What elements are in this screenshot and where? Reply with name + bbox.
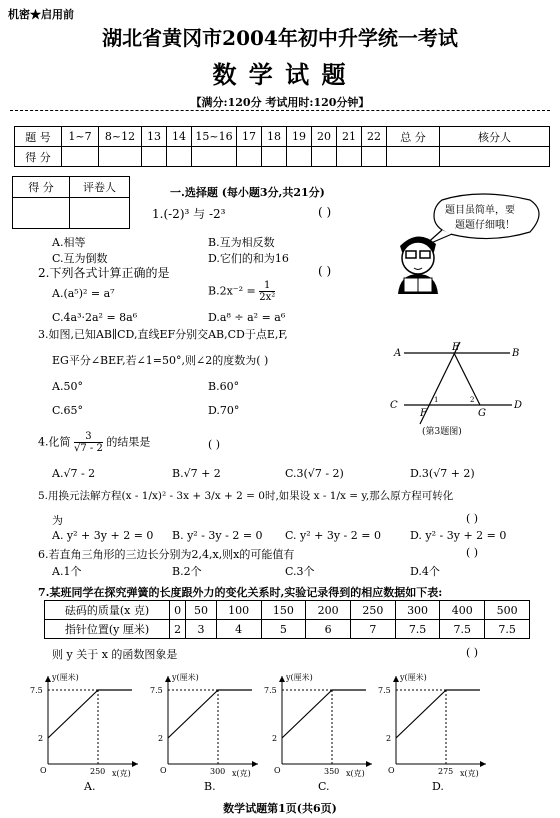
q5-option-a: A. y² + 3y + 2 = 0 (52, 529, 154, 542)
q7-stem: 7.某班同学在探究弹簧的长度跟外力的变化关系时,实验记录得到的相应数据如下表: (38, 586, 443, 599)
graph-option-label: D. (432, 780, 444, 793)
x-tick: 275 (438, 767, 454, 776)
q4-stem (38, 431, 150, 454)
score-cell: 总 分 (387, 127, 440, 147)
x-axis-label: x(克) (232, 769, 251, 778)
y-axis-arrow (393, 676, 399, 682)
q6-option-c: C.3个 (285, 565, 315, 578)
q1-option-d: D.它们的和为16 (208, 252, 289, 265)
x-axis-arrow (252, 761, 258, 767)
q7-row-label: 砝码的质量(x 克) (45, 601, 170, 620)
origin-label: O (388, 766, 395, 775)
q2-option-d: D.a⁸ ÷ a² = a⁶ (208, 311, 286, 324)
q5-option-b: B. y² - 3y - 2 = 0 (172, 529, 263, 542)
q7-row-label: 指针位置(y 厘米) (45, 620, 170, 639)
y-axis-label: y(厘米) (286, 673, 313, 682)
y-tick-top: 7.5 (264, 686, 277, 695)
y-axis-label: y(厘米) (172, 673, 199, 682)
label-f: F (420, 408, 427, 419)
score-cell: 8~12 (99, 127, 142, 147)
graph-option-2 (148, 668, 268, 796)
y-tick-low: 2 (386, 734, 392, 743)
x-axis-arrow (480, 761, 486, 767)
bubble-line-1: 题目虽简单，要 (445, 205, 515, 216)
score-table-input-row (15, 147, 550, 167)
q6-option-d: D.4个 (410, 565, 440, 578)
section-title-text: 一.选择题 (170, 186, 218, 199)
score-input-cell[interactable] (387, 147, 440, 167)
score-cell: 17 (237, 127, 262, 147)
graph-option-1 (28, 668, 148, 796)
q3-option-a: A.50° (52, 380, 83, 393)
section-title (170, 184, 325, 200)
q7-cell: 250 (350, 601, 395, 620)
q7-row-mass (45, 601, 530, 620)
x-axis-label: x(克) (460, 769, 479, 778)
section-note: (每小题3分,共21分) (221, 186, 325, 199)
fraction-numerator: 3 (74, 431, 103, 443)
fraction-numerator: 1 (259, 280, 275, 292)
y-tick-top: 7.5 (378, 686, 391, 695)
score-cell: 15~16 (192, 127, 237, 147)
label-d: D (514, 400, 523, 411)
grader-name-cell[interactable] (70, 198, 130, 229)
q5-line-2: 为 (52, 514, 63, 527)
graph-option-3 (262, 668, 382, 796)
exam-info: 【满分:120分 考试用时:120分钟】 (190, 96, 370, 109)
q3-line-1: 3.如图,已知AB∥CD,直线EF分别交AB,CD于点E,F, (38, 328, 288, 341)
bubble-line-2: 题题仔细哦！ (455, 220, 515, 231)
origin-label: O (160, 766, 167, 775)
score-input-cell[interactable] (362, 147, 387, 167)
q2-option-b (208, 280, 275, 303)
subject-title: 数 学 试 题 (212, 60, 348, 89)
score-input-cell[interactable] (192, 147, 237, 167)
score-input-cell[interactable] (312, 147, 337, 167)
q2-paren: ( ) (318, 264, 332, 278)
q4-stem-post: 的结果是 (106, 435, 151, 449)
secret-mark: 机密★启用前 (8, 8, 74, 21)
origin-label: O (40, 766, 47, 775)
q7-cell: 3 (186, 620, 217, 639)
q1-option-a: A.相等 (52, 236, 86, 249)
score-cell: 1~7 (62, 127, 99, 147)
q5-option-c: C. y² + 3y - 2 = 0 (285, 529, 381, 542)
q7-cell: 100 (216, 601, 261, 620)
score-cell: 21 (337, 127, 362, 147)
q3-line-2: EG平分∠BEF,若∠1=50°,则∠2的度数为( ) (52, 354, 269, 367)
q7-cell: 7.5 (440, 620, 485, 639)
score-input-cell[interactable] (99, 147, 142, 167)
q7-cell: 2 (170, 620, 186, 639)
score-input-cell[interactable] (287, 147, 312, 167)
q1-stem: 1.(-2)³ 与 -2³ (152, 207, 226, 221)
score-label: 得 分 (15, 147, 62, 167)
q5-paren: ( ) (466, 512, 479, 525)
q4-option-d: D.3(√7 + 2) (410, 467, 475, 480)
q1-paren: ( ) (318, 205, 332, 219)
grader-box (12, 176, 130, 229)
x-axis-arrow (366, 761, 372, 767)
score-input-cell[interactable] (237, 147, 262, 167)
page-footer: 数学试题第1页(共6页) (223, 802, 337, 815)
y-axis-arrow (279, 676, 285, 682)
score-input-cell[interactable] (337, 147, 362, 167)
grader-label: 评卷人 (70, 177, 130, 198)
speech-bubble (434, 194, 539, 239)
origin-label: O (274, 766, 281, 775)
q3-option-d: D.70° (208, 404, 240, 417)
y-axis-label: y(厘米) (52, 673, 79, 682)
q3-option-c: C.65° (52, 404, 84, 417)
graph-rising-segment (168, 690, 218, 738)
q6-stem: 6.若直角三角形的三边长分别为2,4,x,则x的可能值有 (38, 548, 295, 561)
score-input-cell[interactable] (142, 147, 167, 167)
exam-title: 湖北省黄冈市2004年初中升学统一考试 (102, 26, 458, 50)
label-b: B (512, 348, 520, 359)
score-cell: 核分人 (440, 127, 550, 147)
q7-cell: 0 (170, 601, 186, 620)
graph-rising-segment (48, 690, 98, 738)
q2-option-c: C.4a³·2a² = 8a⁶ (52, 311, 138, 324)
q7-cell: 7 (350, 620, 395, 639)
y-axis-label: y(厘米) (400, 673, 427, 682)
angle-2-label: 2 (470, 396, 475, 404)
q3-figure-caption: (第3题图) (422, 427, 462, 437)
q7-cell: 6 (306, 620, 351, 639)
q7-cell: 200 (306, 601, 351, 620)
q5-line-1: 5.用换元法解方程(x - 1/x)² - 3x + 3/x + 2 = 0时,如果设 x - 1/x = y,那么原方程可转化 (38, 490, 454, 502)
q4-fraction (74, 431, 103, 454)
fraction-denominator: √7 - 2 (74, 443, 103, 454)
grader-score-cell[interactable] (13, 198, 70, 229)
q7-cell: 7.5 (485, 620, 530, 639)
q4-option-c: C.3(√7 - 2) (285, 467, 344, 480)
y-tick-low: 2 (38, 734, 44, 743)
q4-stem-pre: 4.化简 (38, 435, 71, 449)
x-tick: 350 (324, 767, 340, 776)
x-tick: 250 (90, 767, 106, 776)
q6-option-b: B.2个 (172, 565, 202, 578)
score-input-cell[interactable] (167, 147, 192, 167)
q2-stem: 2.下列各式计算正确的是 (38, 266, 170, 280)
q7-cell: 150 (261, 601, 306, 620)
y-tick-top: 7.5 (150, 686, 163, 695)
score-cell: 18 (262, 127, 287, 147)
q7-cell: 300 (395, 601, 440, 620)
q3-option-b: B.60° (208, 380, 240, 393)
q1-option-b: B.互为相反数 (208, 236, 275, 249)
q2-option-b-left: B.2x⁻² = (208, 284, 256, 298)
x-axis-label: x(克) (112, 769, 131, 778)
y-tick-low: 2 (158, 734, 164, 743)
q4-option-a: A.√7 - 2 (52, 467, 96, 480)
label-a: A (394, 348, 402, 359)
score-cell: 20 (312, 127, 337, 147)
y-tick-low: 2 (272, 734, 278, 743)
q7-cell: 500 (485, 601, 530, 620)
y-tick-top: 7.5 (30, 686, 43, 695)
angle-1-label: 1 (434, 396, 439, 404)
divider (10, 110, 550, 111)
q3-geometry-figure (390, 338, 540, 438)
q1-option-c: C.互为倒数 (52, 252, 108, 265)
q2-option-b-fraction (259, 280, 275, 303)
graph-option-label: B. (204, 780, 216, 793)
q4-paren: ( ) (208, 438, 221, 451)
score-input-cell[interactable] (440, 147, 550, 167)
y-axis-arrow (45, 676, 51, 682)
q7-cell: 5 (261, 620, 306, 639)
q7-cell: 7.5 (395, 620, 440, 639)
q6-paren: ( ) (466, 546, 479, 559)
q7-paren: ( ) (466, 646, 479, 659)
x-axis-label: x(克) (346, 769, 365, 778)
x-axis-arrow (132, 761, 138, 767)
score-cell: 题 号 (15, 127, 62, 147)
q7-row-position (45, 620, 530, 639)
graph-option-label: C. (318, 780, 330, 793)
label-e: E (452, 342, 460, 353)
score-table-header-row (15, 127, 550, 147)
q7-cell: 4 (216, 620, 261, 639)
x-tick: 300 (210, 767, 226, 776)
score-cell: 19 (287, 127, 312, 147)
q7-cell: 400 (440, 601, 485, 620)
q7-question: 则 y 关于 x 的函数图象是 (52, 648, 178, 661)
line-eg (454, 353, 480, 405)
score-cell: 22 (362, 127, 387, 147)
score-cell: 14 (167, 127, 192, 147)
q5-option-d: D. y² - 3y + 2 = 0 (410, 529, 507, 542)
y-axis-arrow (165, 676, 171, 682)
score-cell: 13 (142, 127, 167, 147)
fraction-denominator: 2x² (259, 292, 276, 303)
graph-rising-segment (282, 690, 332, 738)
label-c: C (390, 400, 398, 411)
grader-score-label: 得 分 (13, 177, 70, 198)
student-icon (398, 236, 438, 294)
score-input-cell[interactable] (62, 147, 99, 167)
graph-option-4 (376, 668, 496, 796)
q4-option-b: B.√7 + 2 (172, 467, 221, 480)
q2-option-a: A.(a⁵)² = a⁷ (52, 287, 115, 300)
q6-option-a: A.1个 (52, 565, 82, 578)
q7-cell: 50 (186, 601, 217, 620)
score-input-cell[interactable] (262, 147, 287, 167)
graph-rising-segment (396, 690, 446, 738)
label-g: G (478, 408, 486, 419)
score-table (14, 126, 550, 167)
cartoon-illustration (390, 188, 550, 300)
graph-option-label: A. (84, 780, 96, 793)
q7-data-table (44, 600, 530, 639)
